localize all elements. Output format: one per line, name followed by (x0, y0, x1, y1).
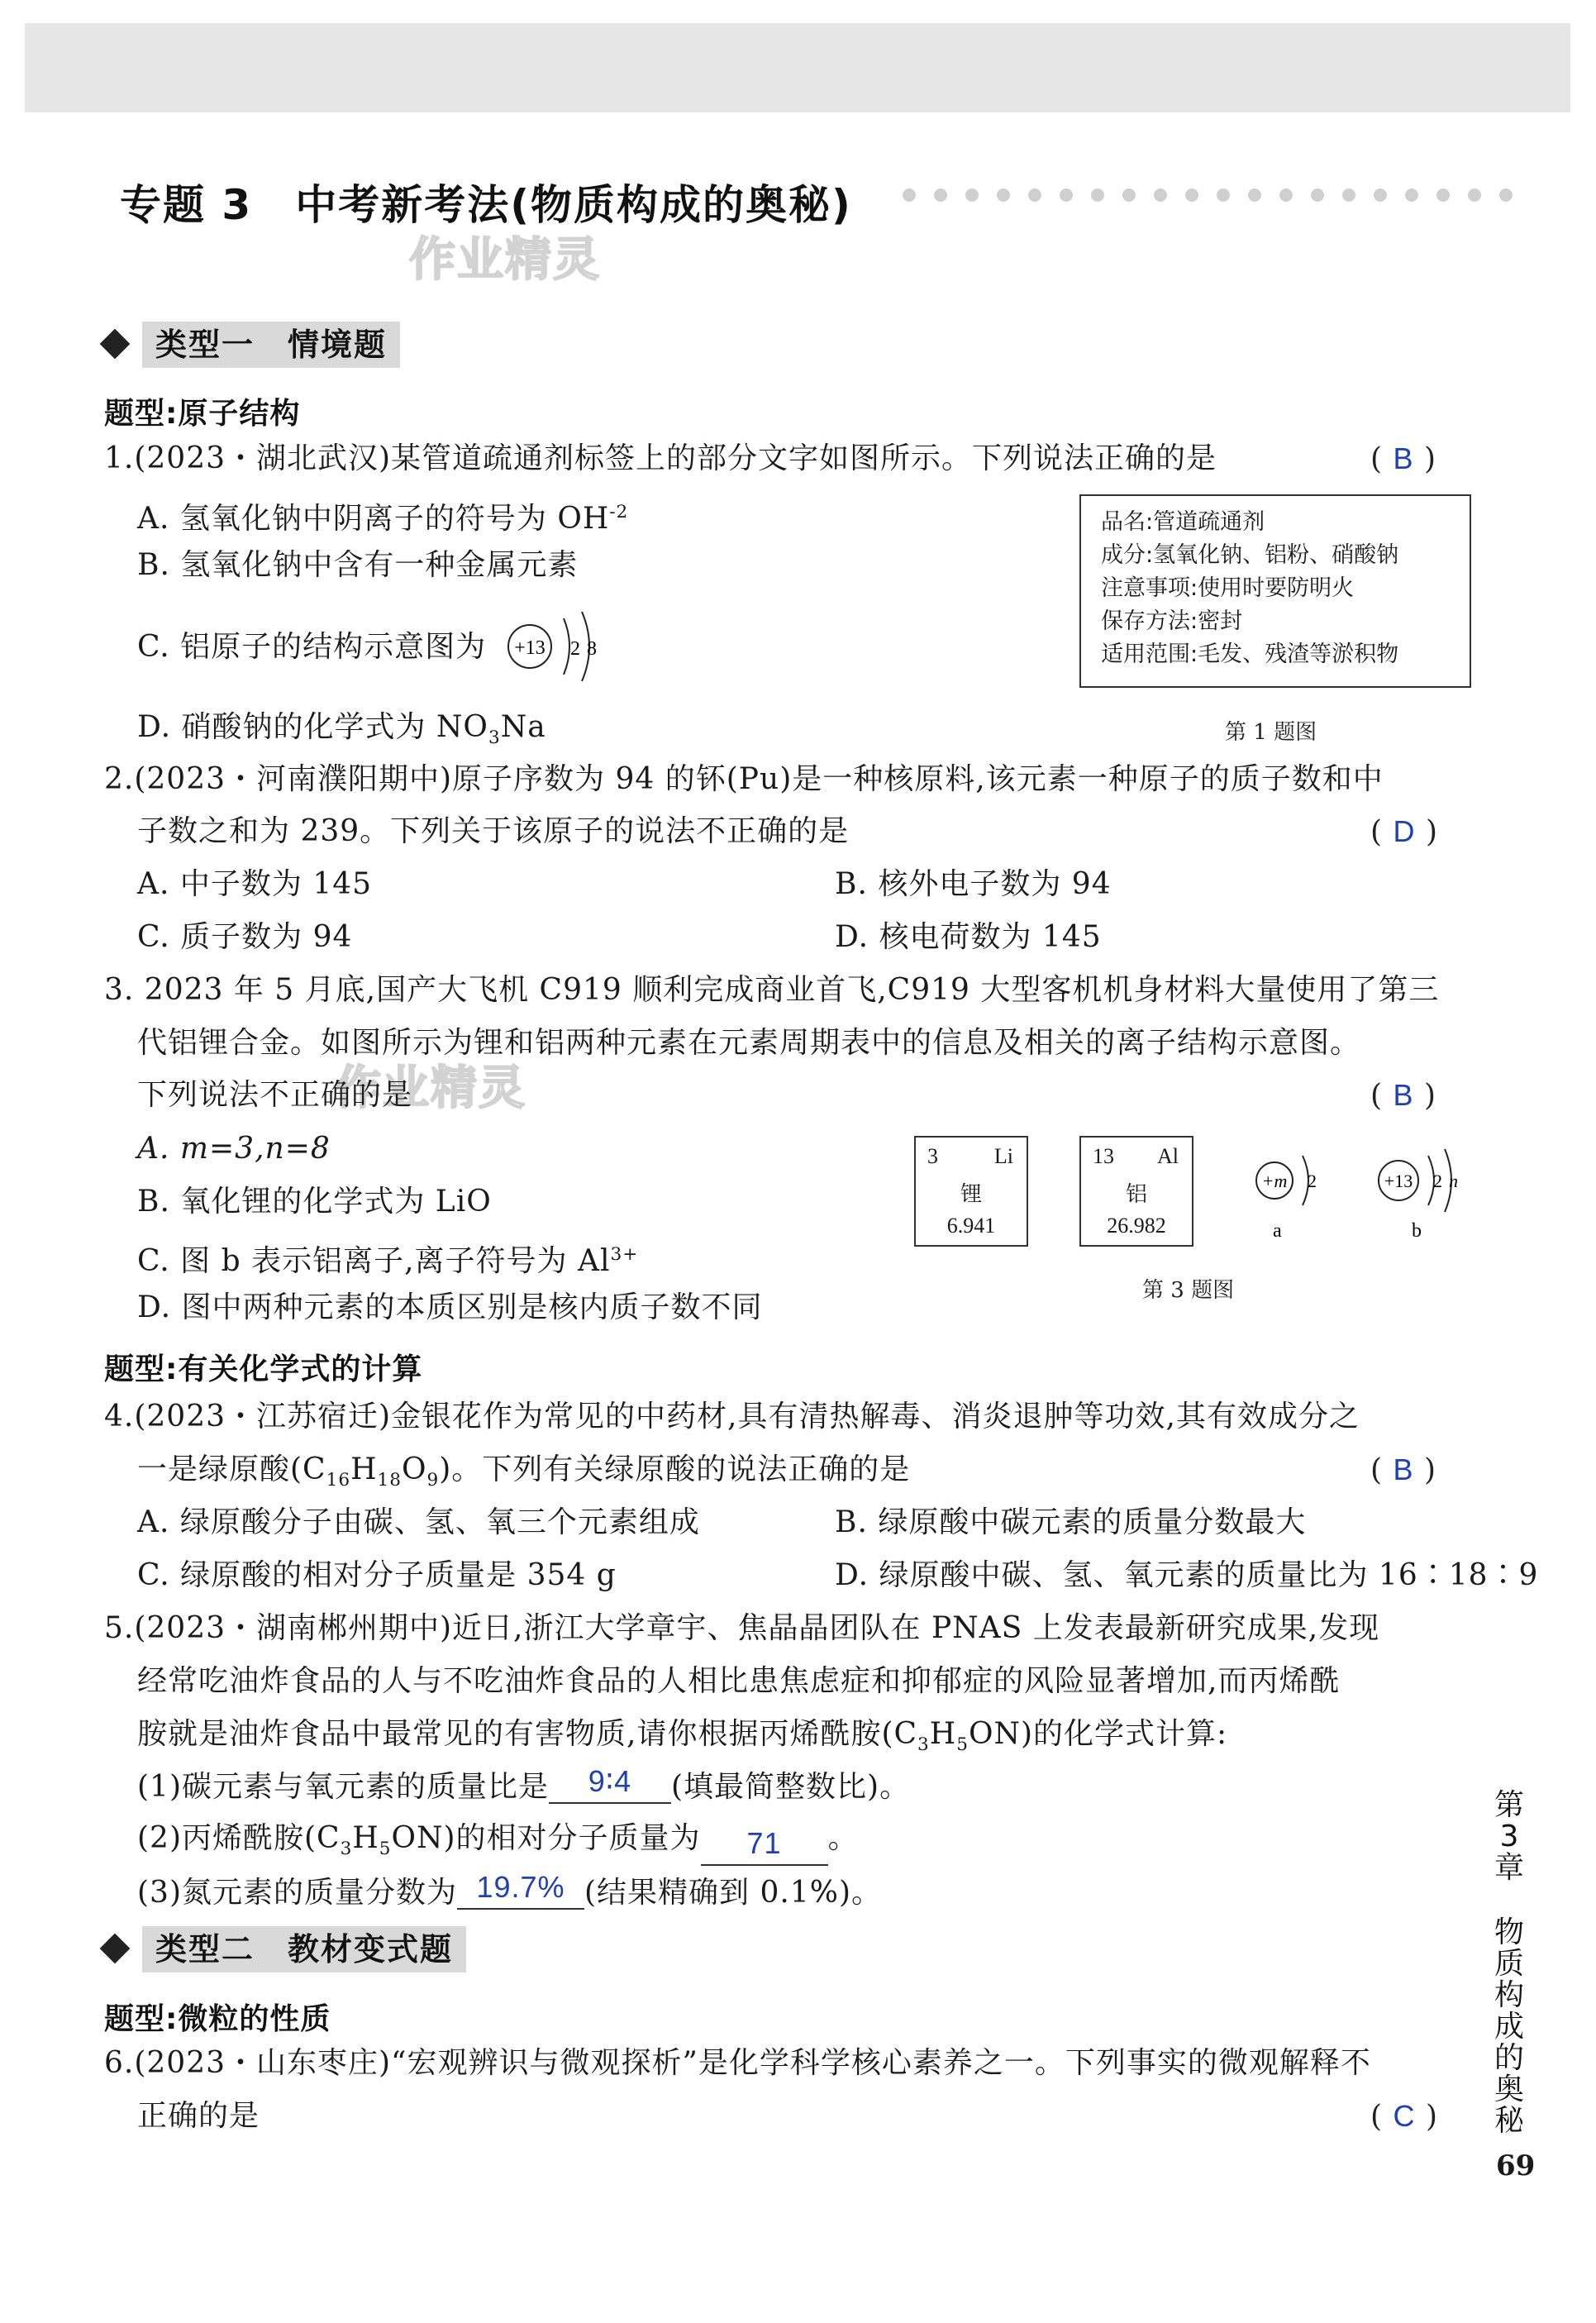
ion-diagram-b (1372, 1144, 1471, 1243)
answer-blank: 9∶4 (549, 1769, 671, 1804)
question-1-option-c: C. 铝原子的结构示意图为 (137, 630, 487, 664)
subsection-heading: 题型:微粒的性质 (104, 2002, 331, 2036)
question-2-option-b: B. 核外电子数为 94 (835, 867, 1112, 901)
nucleus-label: +m (1261, 1171, 1288, 1191)
watermark: 作业精灵 (335, 1061, 526, 1115)
question-5-stem-cont: 胺就是油炸食品中最常见的有害物质,请你根据丙烯酰胺$(C_3H_5ON)$的化学式计算: (137, 1717, 1228, 1756)
question-2-option-a: A. 中子数为 145 (137, 867, 373, 901)
question-2-stem-cont: 子数之和为 239。下列关于该原子的说法不正确的是 (137, 814, 850, 848)
chapter-side-tab: 第 3 章 物 质 构 成 的 奥 秘 (1494, 1788, 1524, 2138)
question-6-stem-cont: 正确的是 (137, 2099, 260, 2133)
page-title: 专题 3 中考新考法(物质构成的奥秘) (120, 181, 852, 229)
shell-1-electrons: 2 (1433, 1171, 1442, 1191)
question-4-answer: ( B ) (1370, 1452, 1437, 1487)
question-3-answer: ( B ) (1370, 1078, 1437, 1113)
subsection-heading: 题型:有关化学式的计算 (104, 1352, 423, 1386)
label-line: 成分:氢氧化钠、铝粉、硝酸钠 (1101, 542, 1399, 568)
question-2-stem: 2.(2023・河南濮阳期中)原子序数为 94 的钚(Pu)是一种核原料,该元素一种原子的质子数和中 (104, 762, 1384, 796)
element-cell-aluminum: 13 Al 铝 26.982 (1079, 1136, 1193, 1247)
question-3-stem: 3. 2023 年 5 月底,国产大飞机 C919 顺利完成商业首飞,C919 大型客机机身材料大量使用了第三 (104, 973, 1440, 1007)
question-4-option-b: B. 绿原酸中碳元素的质量分数最大 (835, 1505, 1307, 1539)
question-3-option-c: C. 图 b 表示铝离子,离子符号为 $Al^{3+}$ (137, 1244, 639, 1278)
label-line: 品名:管道疏通剂 (1101, 509, 1265, 535)
question-2-option-c: C. 质子数为 94 (137, 920, 353, 954)
diamond-icon (100, 329, 131, 360)
section-heading-1: 类型一 情境题 (104, 322, 418, 368)
ion-diagram-a (1250, 1144, 1341, 1243)
diagram-label: a (1273, 1220, 1282, 1242)
shell-2-electrons: 8 (587, 638, 597, 660)
question-4-stem-cont: 一是绿原酸$(C_{16}H_{18}O_9)$。下列有关绿原酸的说法正确的是 (137, 1452, 911, 1491)
question-3-option-d: D. 图中两种元素的本质区别是核内质子数不同 (137, 1290, 763, 1324)
answer-blank: 71 (701, 1831, 828, 1866)
question-1-stem: 1.(2023・湖北武汉)某管道疏通剂标签上的部分文字如图所示。下列说法正确的是 (104, 441, 1217, 475)
question-5-part-3: (3)氮元素的质量分数为 19.7% (结果精确到 0.1%)。 (137, 1870, 882, 1910)
figure-caption: 第 1 题图 (1225, 720, 1317, 745)
question-6-stem: 6.(2023・山东枣庄)“宏观辨识与微观探析”是化学科学核心素养之一。下列事实的微观解释不 (104, 2046, 1371, 2080)
page-number: 69 (1496, 2149, 1536, 2182)
shell-1-electrons: 2 (570, 638, 580, 660)
section-heading-2: 类型二 教材变式题 (104, 1926, 460, 1972)
shell-electrons: 2 (1308, 1171, 1317, 1191)
question-4-stem: 4.(2023・江苏宿迁)金银花作为常见的中药材,具有清热解毒、消炎退肿等功效,其有效成分之 (104, 1400, 1360, 1433)
question-3-option-a: A. m=3,n=8 (137, 1132, 331, 1166)
question-1-option-a: A. 氢氧化钠中阴离子的符号为 $OH^{-2}$ (137, 502, 629, 536)
title-dots (903, 188, 1531, 205)
question-4-option-d: D. 绿原酸中碳、氢、氧元素的质量比为 16∶18∶9 (835, 1558, 1539, 1592)
label-line: 适用范围:毛发、残渣等淤积物 (1101, 642, 1399, 667)
question-1-option-b: B. 氢氧化钠中含有一种金属元素 (137, 548, 579, 582)
question-3-stem-cont: 下列说法不正确的是 (137, 1078, 413, 1112)
label-line: 保存方法:密封 (1101, 608, 1243, 634)
nucleus-label: +13 (514, 637, 545, 659)
question-2-option-d: D. 核电荷数为 145 (835, 920, 1102, 954)
label-line: 注意事项:使用时要防明火 (1101, 575, 1355, 601)
answer-blank: 19.7% (457, 1875, 584, 1910)
diamond-icon (100, 1934, 131, 1964)
question-3-option-b: B. 氧化锂的化学式为 LiO (137, 1185, 492, 1219)
question-5-part-2: (2)丙烯酰胺$(C_3H_5ON)$的相对分子质量为 71 。 (137, 1822, 859, 1866)
question-5-part-1: (1)碳元素与氧元素的质量比是 9∶4 (填最简整数比)。 (137, 1764, 911, 1804)
subsection-heading: 题型:原子结构 (104, 397, 301, 431)
product-label-figure (1079, 494, 1471, 688)
diagram-label: b (1412, 1220, 1422, 1242)
nucleus-label: +13 (1384, 1171, 1413, 1191)
shell-2-electrons: n (1449, 1171, 1458, 1191)
question-3-stem-cont: 代铝锂合金。如图所示为锂和铝两种元素在元素周期表中的信息及相关的离子结构示意图。 (137, 1026, 1361, 1060)
scan-top-band (25, 23, 1570, 112)
question-4-option-a: A. 绿原酸分子由碳、氢、氧三个元素组成 (137, 1505, 700, 1539)
element-cell-lithium: 3 Li 锂 6.941 (914, 1136, 1028, 1247)
watermark: 作业精灵 (409, 233, 601, 287)
figure-caption: 第 3 题图 (1142, 1278, 1235, 1303)
question-5-stem-cont: 经常吃油炸食品的人与不吃油炸食品的人相比患焦虑症和抑郁症的风险显著增加,而丙烯酰 (137, 1664, 1341, 1698)
question-1-answer: ( B ) (1370, 441, 1437, 476)
aluminum-atom-diagram (499, 603, 615, 694)
question-2-answer: ( D ) (1370, 814, 1438, 849)
question-6-answer: ( C ) (1370, 2099, 1438, 2134)
question-1-option-d: D. 硝酸钠的化学式为 $NO_3Na$ (137, 710, 546, 749)
question-4-option-c: C. 绿原酸的相对分子质量是 354 g (137, 1558, 617, 1592)
question-5-stem: 5.(2023・湖南郴州期中)近日,浙江大学章宇、焦晶晶团队在 PNAS 上发表最新研究成果,发现 (104, 1611, 1380, 1645)
